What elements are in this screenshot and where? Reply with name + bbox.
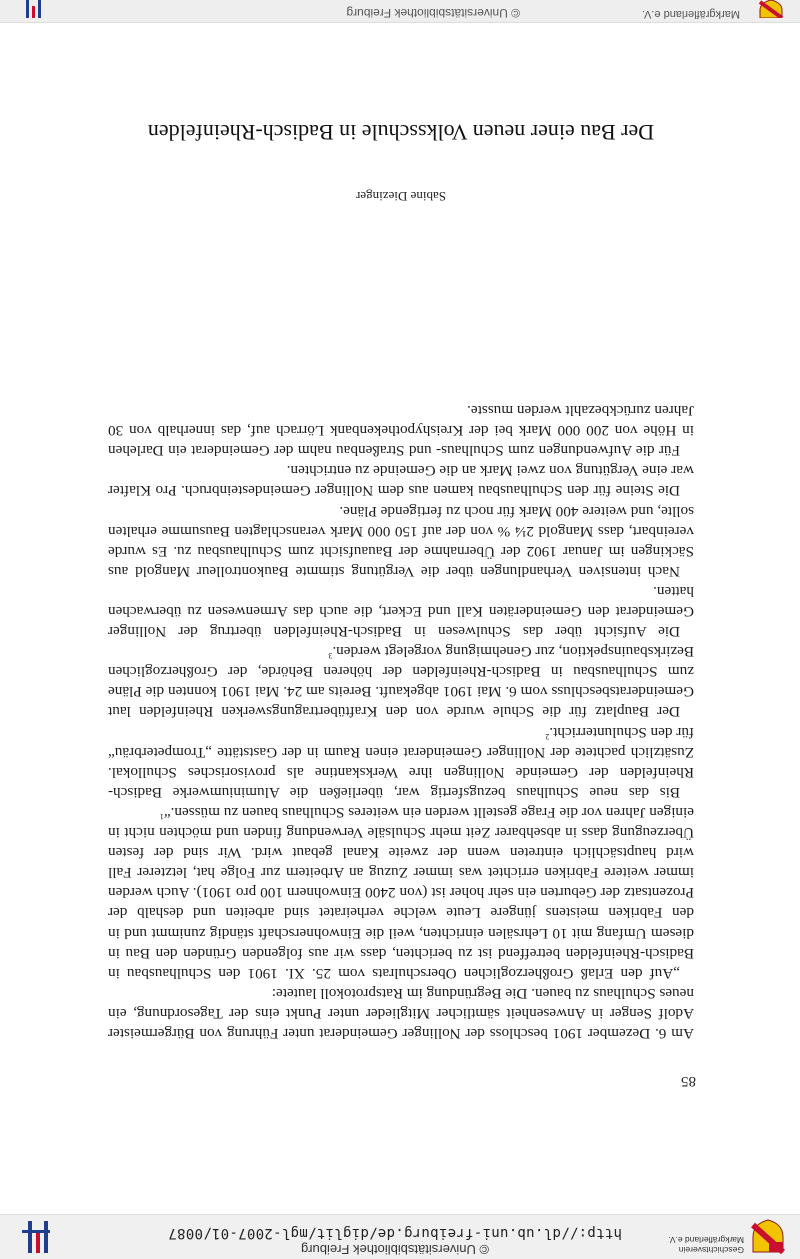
- library-credit: © Universitätsbibliothek Freiburg: [300, 1242, 490, 1257]
- paragraph-stones: Die Steine für den Schulhausbau kamen aus dem Nollinger Gemeindesteinbruch. Pro Klafter war eine Vergütung von zwei Mark an die Gemeinde zu entrichten.: [108, 462, 694, 500]
- paragraph-site-management: Nach intensiven Verhandlungen über die Vergütung stimmte Baukontrolleur Mangold aus Säckingen im Januar 1902 der Übernahme der Bauaufsicht zum Schulhausbau zu. Es wurde vereinbart, dass Mangold 2¼ % von der auf 150 000 Mark veranschlagten Bausumme erhalten sollte, und weitere 400 Mark für noch zu fertigende Pläne.: [108, 502, 694, 580]
- society-name: Geschichtsverein Markgräflerland e.V.: [668, 1235, 744, 1255]
- footer-society-name: Markgräflerland e.V.: [641, 8, 740, 20]
- header-center: [160, 1225, 630, 1257]
- society-coat-of-arms-icon: [750, 1219, 786, 1255]
- paragraph-building-site: Der Bauplatz für die Schule wurde von den Kraftübertragungswerken Rheinfelden laut Gemeinderatsbeschluss vom 6. Mai 1901 abgekauft. Bereits am 24. Mai 1901 konnten die Pläne zum Schulhausbau in Badisch-Rheinfelden der höheren Behörde, der Großherzoglichen Bezirksbauinspektion, zur Genehmigung vorgelegt werden.$^3$: [108, 643, 694, 721]
- article-body: [108, 400, 694, 1043]
- paragraph-provisional-school: Bis das neue Schulhaus bezugsfertig war, überließen die Aluminiumwerke Badisch-Rheinfelden der Gemeinde Nollingen ihre Werkskantine als provisorisches Schullokal. Zusätzlich pachtete der Nollinger Gemeinderat einen Raum in der Gaststätte „Trompeterbräu“ für den Schulunterricht.$^2$: [108, 723, 694, 801]
- paragraph-intro: Am 6. Dezember 1901 beschloss der Nollinger Gemeinderat unter Führung von Bürgermeister Adolf Senger in Anwesenheit sämtlicher Mitglieder unter Punkt eins der Tagesordnung, ein neues Schulhaus zu bauen. Die Begründung im Ratsprotokoll lautete:: [108, 984, 694, 1042]
- viewer-header: [0, 1214, 800, 1259]
- article-title: Der Bau einer neuen Volksschule in Badisch-Rheinfelden: [147, 120, 655, 145]
- footer-library-credit: © Universitätsbibliothek Freiburg: [346, 6, 520, 20]
- footnote-mark: 1: [159, 812, 164, 822]
- page-number: 85: [681, 1073, 696, 1089]
- paragraph-loan: Für die Aufwendungen zum Schulhaus- und Straßenbau nahm der Gemeinderat ein Darlehen in Höhe von 200 000 Mark bei der Kreishypothekenbank Lörrach auf, das innerhalb von 30 Jahren zurückbezahlt werden musste.: [108, 402, 694, 460]
- footnote-mark: 2: [545, 731, 550, 741]
- article-author: Sabine Diezinger: [356, 189, 446, 204]
- permalink-url[interactable]: http://dl.ub.uni-freiburg.de/diglit/mgl-2007-01/0087: [168, 1225, 622, 1241]
- society-coat-of-arms-icon: [756, 0, 786, 18]
- university-library-logo-icon: [14, 1217, 54, 1257]
- paragraph-supervision: Die Aufsicht über das Schulwesen in Badisch-Rheinfelden übertrug der Nollinger Gemeinderat den Gemeinderäten Kall und Eckert, die auch das Armenwesen zu überwachen hatten.: [108, 582, 694, 641]
- footnote-mark: 3: [328, 651, 333, 661]
- viewer-footer-strip: [0, 0, 800, 23]
- paragraph-quote: „Auf den Erlaß Großherzoglichen Oberschulrats vom 25. XI. 1901 den Schulhausbau in Badisch-Rheinfelden betreffend ist zu berichten, dass wir aus folgenden Gründen den Bau in diesem Umfang mit 10 Lehrsälen einrichten, weil die Einwohnerschaft ständig zunimmt und in den Fabriken meistens jüngere Leute welche verheiratet sind arbeiten und deshalb der Prozentsatz der Geburten ein sehr hoher ist (von 2400 Einwohnern 100 pro 1901). Auch werden immer weitere Fabriken errichtet was immer Zuzug an Arbeitern zur Folge hat, letzterer Fall wird hauptsächlich eintreten wenn der zweite Kanal gebaut wird. Wir sind der festen Überzeugung dass in absehbarer Zeit mehr Schulsäle Verwendung finden und möchten nicht in einigen Jahren vor die Frage gestellt werden ein weiteres Schulhaus bauen zu müssen.“$^1$: [108, 803, 694, 982]
- university-library-logo-icon: [22, 0, 44, 18]
